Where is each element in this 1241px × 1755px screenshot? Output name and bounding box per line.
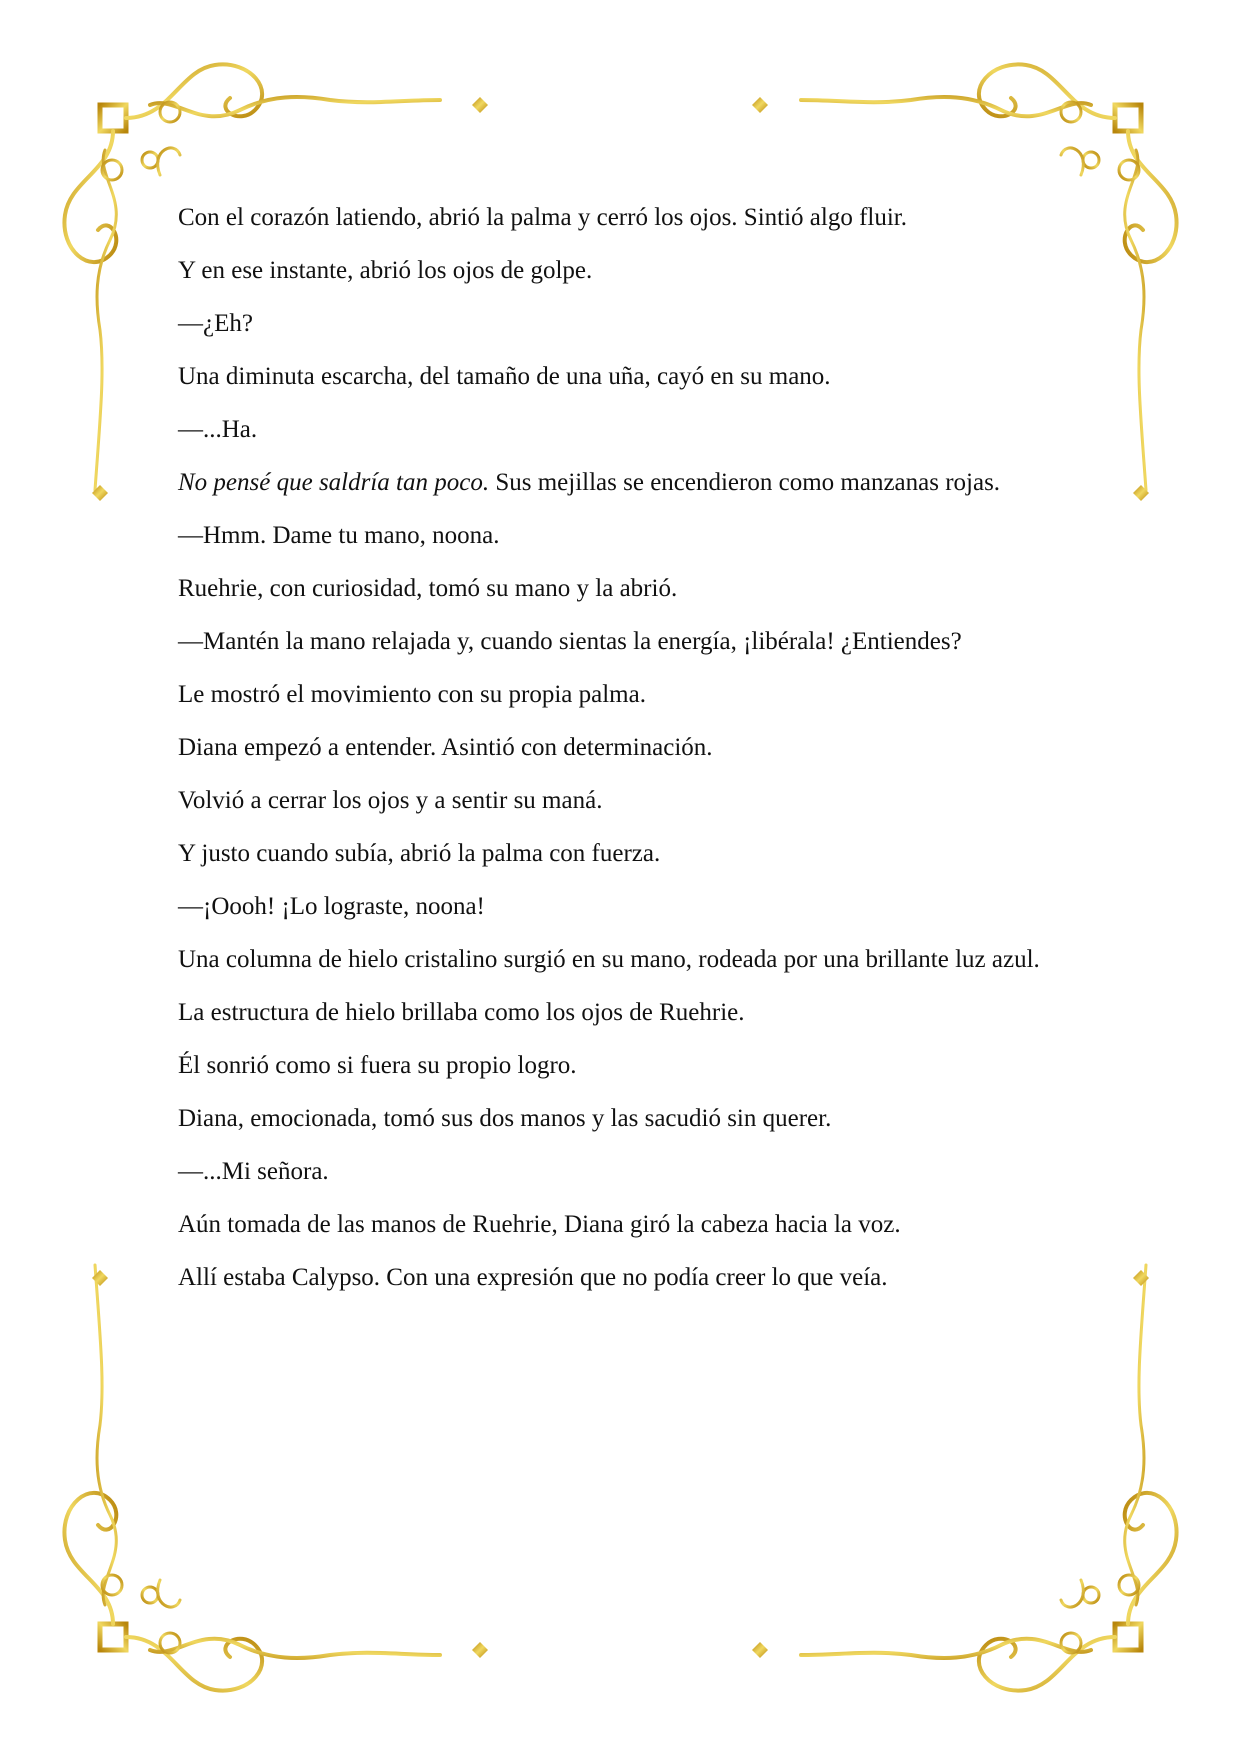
paragraph: —Mantén la mano relajada y, cuando sientas la energía, ¡libérala! ¿Entiendes? xyxy=(178,628,962,655)
paragraph: Él sonrió como si fuera su propio logro. xyxy=(178,1052,577,1079)
paragraph: Y en ese instante, abrió los ojos de golpe. xyxy=(178,257,593,284)
paragraph: —Hmm. Dame tu mano, noona. xyxy=(178,522,500,549)
paragraph: Aún tomada de las manos de Ruehrie, Diana giró la cabeza hacia la voz. xyxy=(178,1211,901,1238)
paragraph: —...Ha. xyxy=(178,416,258,443)
document-body xyxy=(178,200,1058,1313)
paragraph: Ruehrie, con curiosidad, tomó su mano y la abrió. xyxy=(178,575,678,602)
paragraph: Una diminuta escarcha, del tamaño de una uña, cayó en su mano. xyxy=(178,363,831,390)
paragraph: —...Mi señora. xyxy=(178,1158,329,1185)
paragraph: Le mostró el movimiento con su propia palma. xyxy=(178,681,646,708)
paragraph-text: Sus mejillas se encendieron como manzanas rojas. xyxy=(489,469,1001,496)
italic-thought: No pensé que saldría tan poco. xyxy=(178,469,490,496)
paragraph: Una columna de hielo cristalino surgió en su mano, rodeada por una brillante luz azul. xyxy=(178,946,1040,973)
paragraph: La estructura de hielo brillaba como los ojos de Ruehrie. xyxy=(178,999,745,1026)
paragraph xyxy=(178,465,1058,501)
paragraph: Y justo cuando subía, abrió la palma con fuerza. xyxy=(178,840,661,867)
paragraph: Diana empezó a entender. Asintió con determinación. xyxy=(178,734,713,761)
paragraph: —¡Oooh! ¡Lo lograste, noona! xyxy=(178,893,485,920)
paragraph: Diana, emocionada, tomó sus dos manos y las sacudió sin querer. xyxy=(178,1105,832,1132)
paragraph: —¿Eh? xyxy=(178,310,253,337)
paragraph: Con el corazón latiendo, abrió la palma y cerró los ojos. Sintió algo fluir. xyxy=(178,204,907,231)
paragraph: Allí estaba Calypso. Con una expresión que no podía creer lo que veía. xyxy=(178,1264,888,1291)
paragraph: Volvió a cerrar los ojos y a sentir su maná. xyxy=(178,787,603,814)
